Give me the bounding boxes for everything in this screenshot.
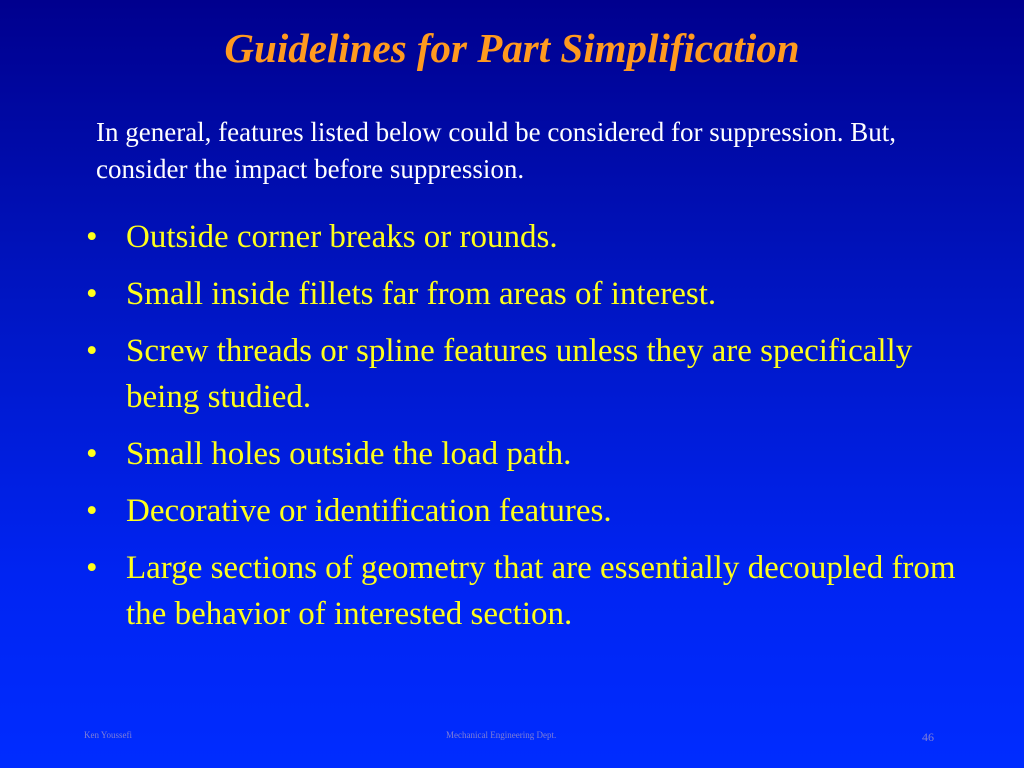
bullet-dot-icon: • bbox=[86, 436, 98, 472]
bullet-text: Decorative or identification features. bbox=[126, 493, 612, 529]
bullet-text: Outside corner breaks or rounds. bbox=[126, 219, 558, 255]
bullet-item bbox=[84, 431, 964, 477]
bullet-item bbox=[84, 545, 964, 637]
bullet-text: Small holes outside the load path. bbox=[126, 436, 572, 472]
bullet-dot-icon: • bbox=[86, 219, 98, 255]
slide-title: Guidelines for Part Simplification bbox=[224, 25, 800, 71]
bullet-dot-icon: • bbox=[86, 493, 98, 529]
bullet-dot-icon: • bbox=[86, 550, 98, 586]
footer-department: Mechanical Engineering Dept. bbox=[446, 730, 557, 740]
bullet-item bbox=[84, 271, 964, 317]
footer-author: Ken Youssefi bbox=[84, 730, 133, 740]
bullet-dot-icon: • bbox=[86, 333, 98, 369]
bullet-list bbox=[84, 214, 964, 648]
intro-paragraph: In general, features listed below could be considered for suppression. But, consider the impact before suppression. bbox=[96, 117, 897, 184]
bullet-item bbox=[84, 328, 964, 420]
bullet-item bbox=[84, 488, 964, 534]
bullet-dot-icon: • bbox=[86, 276, 98, 312]
bullet-item bbox=[84, 214, 964, 260]
footer-page-number: 46 bbox=[922, 730, 934, 744]
bullet-text: Small inside fillets far from areas of interest. bbox=[126, 276, 717, 312]
bullet-text: Large sections of geometry that are essentially decoupled from the behavior of interested section. bbox=[126, 550, 956, 632]
bullet-text: Screw threads or spline features unless they are specifically being studied. bbox=[126, 333, 913, 415]
